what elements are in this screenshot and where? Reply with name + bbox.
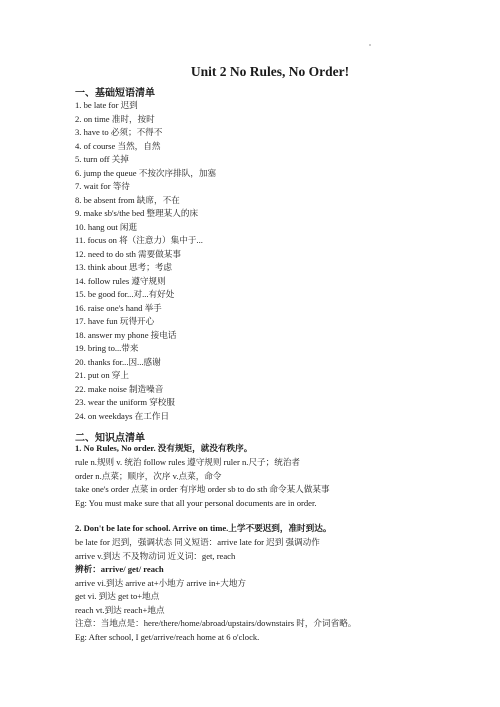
phrase-item: 15. be good for...对...有好处: [75, 289, 175, 299]
phrase-item: 20. thanks for...因...感谢: [75, 356, 161, 367]
phrase-item: 3. have to 必须；不得不: [75, 127, 163, 137]
phrase-item: 9. make sb's/the bed 整理某人的床: [75, 208, 199, 218]
scan-dot: [369, 44, 371, 46]
phrase-item: 4. of course 当然，自然: [75, 140, 161, 151]
point2-line: be late for 迟到，强调状态 同义短语：arrive late for 迟到 强调动作: [75, 537, 320, 547]
point2-comparison-heading: 辨析：arrive/ get/ reach: [75, 564, 164, 574]
point1-example: Eg: You must make sure that all your personal documents are in order.: [75, 497, 317, 508]
phrase-item: 22. make noise 制造噪音: [75, 383, 164, 394]
section2-heading: 二、知识点清单: [75, 433, 145, 444]
phrase-item: 2. on time 准时，按时: [75, 113, 155, 124]
phrase-item: 17. have fun 玩得开心: [75, 316, 155, 326]
page-title: Unit 2 No Rules, No Order!: [190, 64, 350, 79]
phrase-item: 24. on weekdays 在工作日: [75, 410, 170, 421]
phrase-item: 21. put on 穿上: [75, 370, 129, 380]
phrase-item: 23. wear the uniform 穿校服: [75, 397, 175, 407]
phrase-item: 11. focus on 将（注意力）集中于...: [75, 235, 203, 245]
phrase-item: 10. hang out 闲逛: [75, 221, 138, 232]
phrase-item: 7. wait for 等待: [75, 181, 130, 191]
point1-heading: 1. No Rules, No order. 没有规矩，就没有秩序。: [75, 443, 253, 453]
phrase-item: 18. answer my phone 接电话: [75, 329, 177, 340]
point2-example: Eg: After school, I get/arrive/reach home at 6 o'clock.: [75, 631, 260, 642]
point2-heading: 2. Don't be late for school. Arrive on time.上学不要迟到，准时到达。: [75, 523, 332, 533]
phrase-item: 1. be late for 迟到: [75, 100, 138, 110]
phrase-item: 6. jump the queue 不按次序排队，加塞: [75, 167, 217, 178]
point2-line: reach vt.到达 reach+地点: [75, 604, 165, 615]
phrase-item: 19. bring to...带来: [75, 343, 139, 353]
phrase-item: 14. follow rules 遵守规则: [75, 275, 166, 286]
phrase-item: 5. turn off 关掉: [75, 154, 129, 164]
point2-line: get vi. 到达 get to+地点: [75, 591, 160, 601]
point1-line: order n.点菜；顺序，次序 v.点菜，命令: [75, 470, 222, 481]
section1-heading: 一、基础短语清单: [75, 88, 155, 99]
phrase-item: 8. be absent from 缺席，不在: [75, 194, 180, 205]
point1-line: take one's order 点菜 in order 有序地 order sb to do sth 命令某人做某事: [75, 484, 330, 494]
point2-line: arrive vi.到达 arrive at+小地方 arrive in+大地方: [75, 577, 247, 588]
phrase-item: 16. raise one's hand 举手: [75, 302, 162, 313]
phrase-item: 13. think about 思考；考虑: [75, 262, 172, 272]
point1-line: rule n.规则 v. 统治 follow rules 遵守规则 ruler n.尺子；统治者: [75, 457, 301, 467]
phrase-item: 12. need to do sth 需要做某事: [75, 248, 181, 259]
point2-note: 注意：当地点是：here/there/home/abroad/upstairs/downstairs 时，介词省略。: [75, 618, 357, 628]
point2-line: arrive v.到达 不及物动词 近义词：get, reach: [75, 550, 236, 561]
